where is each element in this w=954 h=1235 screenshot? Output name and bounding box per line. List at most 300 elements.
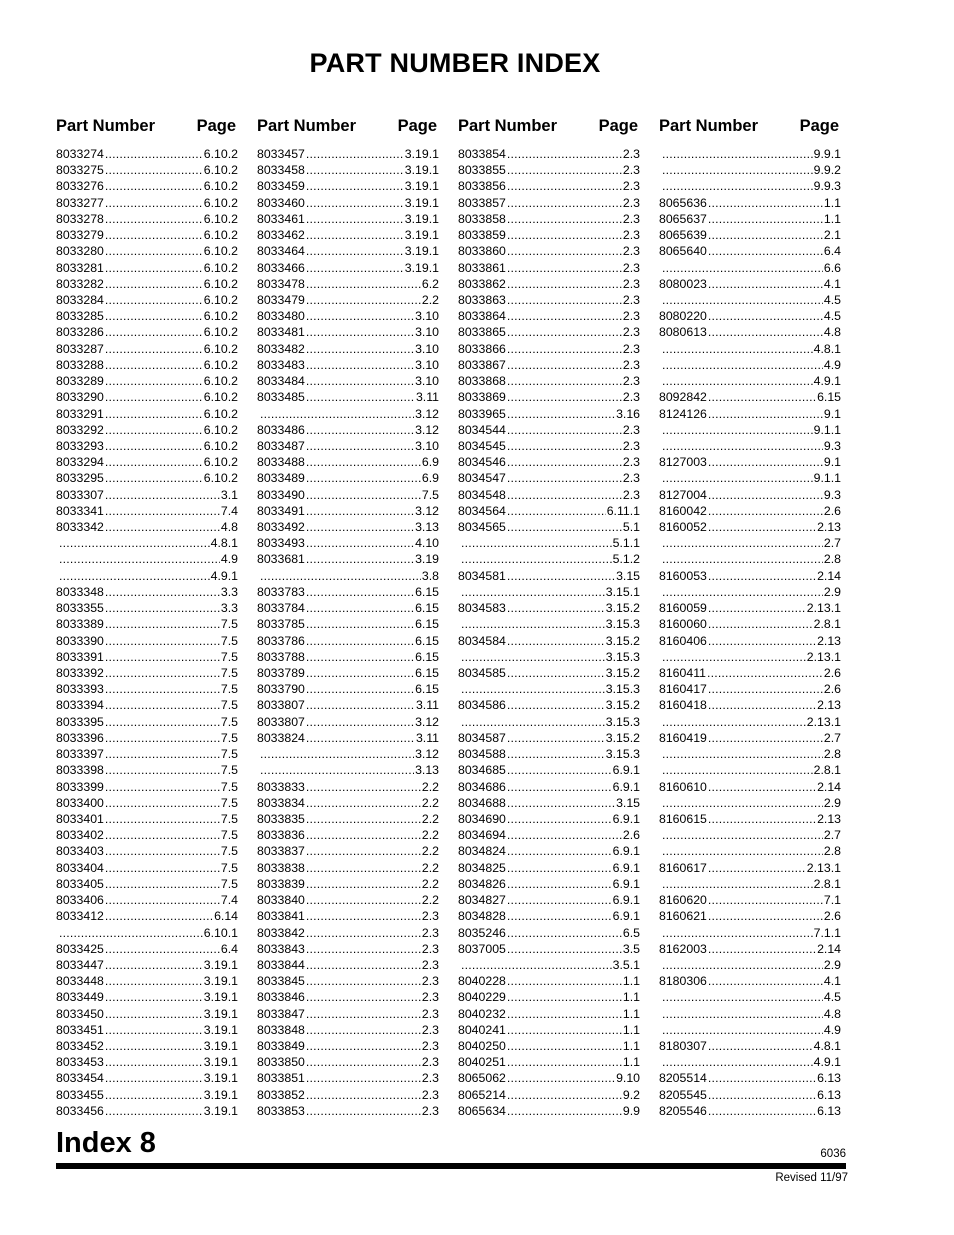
dot-leader [507, 1038, 622, 1054]
dot-leader [105, 957, 203, 973]
index-row [56, 195, 238, 211]
dot-leader [105, 827, 220, 843]
part-number: 8160620 [659, 893, 707, 908]
index-row [659, 746, 841, 762]
part-number: 8034584 [458, 633, 506, 648]
part-number: 8033834 [257, 795, 305, 810]
part-number: 8034688 [458, 795, 506, 810]
page-reference: 6.4 [220, 941, 238, 956]
page-reference: 6.15 [415, 584, 439, 599]
index-row [458, 195, 640, 211]
dot-leader [708, 406, 823, 422]
dot-leader [507, 195, 622, 211]
part-number: 8160053 [659, 568, 707, 583]
index-row [659, 551, 841, 567]
part-number: 8033491 [257, 503, 305, 518]
dot-leader [507, 730, 605, 746]
index-row [257, 292, 439, 308]
page-reference: 7.5 [220, 811, 238, 826]
page-reference: 2.2 [421, 893, 439, 908]
index-row [659, 470, 841, 486]
index-row [458, 146, 640, 162]
index-row [659, 308, 841, 324]
dot-leader [662, 357, 823, 373]
page-reference: 2.2 [421, 795, 439, 810]
dot-leader [507, 1103, 622, 1119]
page-reference: 2.8 [823, 747, 841, 762]
dot-leader [306, 1038, 421, 1054]
page-reference: 6.10.2 [203, 244, 238, 259]
part-number: 8033397 [56, 747, 104, 762]
index-row [458, 681, 640, 697]
index-row [659, 357, 841, 373]
page-reference: 9.1 [823, 455, 841, 470]
part-number: 8033489 [257, 471, 305, 486]
page-reference: 2.3 [421, 990, 439, 1005]
part-number: 8033790 [257, 682, 305, 697]
index-row [56, 941, 238, 957]
index-row [257, 1022, 439, 1038]
dot-leader [708, 211, 823, 227]
part-number: 8034587 [458, 730, 506, 745]
index-row [659, 260, 841, 276]
page-reference: 6.6 [823, 260, 841, 275]
page-reference: 3.10 [415, 357, 439, 372]
page-reference: 3.10 [415, 374, 439, 389]
index-row [659, 892, 841, 908]
page-reference: 7.5 [220, 763, 238, 778]
dot-leader [105, 730, 220, 746]
dot-leader [708, 779, 816, 795]
page-reference: 5.1.2 [612, 552, 640, 567]
part-number: 8040228 [458, 974, 506, 989]
index-row [659, 243, 841, 259]
dot-leader [507, 697, 605, 713]
page-reference: 4.8.1 [813, 341, 841, 356]
dot-leader [507, 973, 622, 989]
index-row [56, 324, 238, 340]
dot-leader [306, 243, 404, 259]
page-reference: 6.13 [817, 1087, 841, 1102]
page-reference: 2.2 [421, 876, 439, 891]
dot-leader [507, 422, 622, 438]
part-number: 8033859 [458, 228, 506, 243]
dot-leader [708, 697, 816, 713]
index-row [458, 503, 640, 519]
page-reference: 6.9.1 [612, 844, 640, 859]
part-number: 8033867 [458, 357, 506, 372]
page-reference: 3.15.3 [605, 649, 640, 664]
index-row [659, 487, 841, 503]
part-number: 8160610 [659, 779, 707, 794]
page-reference: 3.10 [415, 309, 439, 324]
page-reference: 6.9.1 [612, 779, 640, 794]
index-row [56, 989, 238, 1005]
page-reference: 2.13 [817, 633, 841, 648]
page-reference: 6.15 [415, 601, 439, 616]
part-number: 8033478 [257, 276, 305, 291]
index-row [257, 616, 439, 632]
index-row [56, 665, 238, 681]
index-row [257, 308, 439, 324]
dot-leader [507, 941, 622, 957]
page-reference: 2.3 [622, 228, 640, 243]
part-number: 8034690 [458, 811, 506, 826]
part-number: 8160615 [659, 811, 707, 826]
part-number: 8033461 [257, 211, 305, 226]
dot-leader [59, 551, 220, 567]
dot-leader [260, 762, 414, 778]
index-row [257, 1006, 439, 1022]
index-row [659, 146, 841, 162]
index-row [257, 681, 439, 697]
part-number: 8065639 [659, 228, 707, 243]
dot-leader [708, 908, 823, 924]
dot-leader [306, 925, 421, 941]
page-reference: 3.15.3 [605, 617, 640, 632]
index-row [56, 1054, 238, 1070]
page-reference: 2.9 [823, 957, 841, 972]
dot-leader [708, 1103, 816, 1119]
page-reference: 1.1 [622, 974, 640, 989]
part-number: 8205514 [659, 1071, 707, 1086]
page-reference: 9.9.3 [813, 179, 841, 194]
index-row [257, 422, 439, 438]
index-row [458, 292, 640, 308]
index-row [458, 1087, 640, 1103]
page-reference: 2.3 [622, 471, 640, 486]
page-reference: 6.9.1 [612, 811, 640, 826]
part-number: 8033490 [257, 487, 305, 502]
index-row [659, 730, 841, 746]
page-reference: 4.8 [823, 1006, 841, 1021]
part-number: 8033447 [56, 957, 104, 972]
index-row [659, 795, 841, 811]
index-row [659, 681, 841, 697]
dot-leader [105, 470, 203, 486]
page-reference: 7.5 [220, 828, 238, 843]
page-reference: 4.9.1 [813, 1055, 841, 1070]
index-row [659, 276, 841, 292]
dot-leader [507, 811, 612, 827]
index-row [458, 568, 640, 584]
index-row [458, 389, 640, 405]
dot-leader [105, 600, 220, 616]
part-number: 8160621 [659, 909, 707, 924]
page-reference: 3.12 [415, 503, 439, 518]
page-reference: 6.11.1 [606, 503, 640, 518]
dot-leader [306, 697, 415, 713]
dot-leader [708, 1087, 816, 1103]
dot-leader [306, 1070, 421, 1086]
page-reference: 6.9.1 [612, 876, 640, 891]
dot-leader [662, 746, 823, 762]
part-number: 8033355 [56, 601, 104, 616]
part-number: 8033462 [257, 228, 305, 243]
part-number: 8034828 [458, 909, 506, 924]
dot-leader [662, 438, 823, 454]
index-row [458, 227, 640, 243]
index-row [257, 454, 439, 470]
part-number: 8034694 [458, 828, 506, 843]
page-reference: 6.10.2 [203, 422, 238, 437]
index-row [56, 568, 238, 584]
dot-leader [507, 357, 622, 373]
page-reference: 2.13.1 [806, 714, 841, 729]
index-row [56, 1103, 238, 1119]
index-row [56, 487, 238, 503]
index-row [257, 276, 439, 292]
index-row [257, 827, 439, 843]
index-row [257, 487, 439, 503]
index-row [257, 811, 439, 827]
page-reference: 3.5 [622, 941, 640, 956]
part-number: 8033807 [257, 714, 305, 729]
dot-leader [708, 519, 816, 535]
dot-leader [306, 211, 404, 227]
page-reference: 3.19.1 [203, 1103, 238, 1118]
dot-leader [105, 438, 203, 454]
dot-leader [708, 892, 823, 908]
dot-leader [105, 908, 213, 924]
part-number: 8033841 [257, 909, 305, 924]
dot-leader [507, 503, 606, 519]
index-rows [56, 146, 238, 1119]
page-reference: 7.5 [220, 633, 238, 648]
part-number: 8033279 [56, 228, 104, 243]
dot-leader [105, 584, 220, 600]
page-reference: 6.9.1 [612, 860, 640, 875]
part-number: 8033493 [257, 536, 305, 551]
page-reference: 4.9.1 [813, 374, 841, 389]
part-number: 8065636 [659, 195, 707, 210]
part-number: 8033281 [56, 260, 104, 275]
part-number: 8033848 [257, 1022, 305, 1037]
dot-leader [306, 324, 414, 340]
part-number: 8033858 [458, 211, 506, 226]
dot-leader [507, 389, 622, 405]
dot-leader [507, 925, 622, 941]
index-row [56, 551, 238, 567]
index-row [458, 633, 640, 649]
index-row [659, 584, 841, 600]
index-row [56, 876, 238, 892]
dot-leader [662, 422, 813, 438]
part-number: 8033392 [56, 666, 104, 680]
dot-leader [105, 860, 220, 876]
index-row [458, 876, 640, 892]
dot-leader [105, 227, 203, 243]
dot-leader [708, 730, 823, 746]
dot-leader [507, 276, 622, 292]
dot-leader [105, 162, 203, 178]
index-row [257, 600, 439, 616]
page-reference: 3.3 [220, 584, 238, 599]
dot-leader [105, 341, 203, 357]
page-reference: 3.1 [220, 487, 238, 502]
index-row [458, 989, 640, 1005]
page-reference: 2.2 [421, 828, 439, 843]
dot-leader [105, 406, 203, 422]
part-number: 8160418 [659, 698, 707, 713]
dot-leader [707, 665, 823, 681]
part-number: 8160411 [659, 666, 706, 680]
dot-leader [708, 633, 816, 649]
dot-leader [105, 487, 220, 503]
index-row [659, 908, 841, 924]
index-row [659, 925, 841, 941]
part-number-header: Part Number [56, 117, 156, 135]
index-row [56, 406, 238, 422]
column-header [659, 116, 841, 146]
index-row [659, 876, 841, 892]
page-reference: 7.5 [220, 617, 238, 632]
index-row [458, 941, 640, 957]
part-number: 8033294 [56, 455, 104, 470]
dot-leader [507, 779, 612, 795]
index-row [257, 406, 439, 422]
dot-leader [105, 243, 203, 259]
index-row [659, 195, 841, 211]
index-row [257, 941, 439, 957]
page-reference: 2.3 [622, 244, 640, 259]
dot-leader [507, 341, 622, 357]
dot-leader [708, 973, 823, 989]
dot-leader [105, 665, 220, 681]
part-number: 8033856 [458, 179, 506, 194]
part-number: 8033394 [56, 698, 104, 713]
page-reference: 3.3 [220, 601, 238, 616]
page-reference: 6.4 [823, 244, 841, 259]
dot-leader [105, 1087, 203, 1103]
dot-leader [507, 146, 622, 162]
page-reference: 6.9 [421, 455, 439, 470]
page-reference: 4.8.1 [210, 536, 238, 551]
index-row [659, 341, 841, 357]
part-number: 8033290 [56, 390, 104, 405]
part-number: 8033857 [458, 195, 506, 210]
part-number: 8033854 [458, 147, 506, 161]
index-row [458, 454, 640, 470]
dot-leader [708, 941, 816, 957]
dot-leader [306, 178, 404, 194]
index-row [458, 811, 640, 827]
index-row [56, 811, 238, 827]
index-row [659, 665, 841, 681]
page-reference: 6.9.1 [612, 893, 640, 908]
page-reference: 4.8 [220, 520, 238, 535]
index-row [56, 260, 238, 276]
dot-leader [507, 324, 622, 340]
dot-leader [708, 389, 816, 405]
part-number: 8040250 [458, 1039, 506, 1054]
index-row [458, 957, 640, 973]
page-header: Page [397, 117, 437, 135]
part-number: 8127003 [659, 455, 707, 470]
page-reference: 3.16 [616, 406, 640, 421]
dot-leader [708, 811, 816, 827]
page-reference: 2.7 [823, 730, 841, 745]
part-number: 8033488 [257, 455, 305, 470]
index-column-3 [458, 116, 640, 1119]
page-reference: 6.10.2 [203, 260, 238, 275]
part-number: 8033849 [257, 1039, 305, 1054]
page-reference: 5.1.1 [612, 536, 640, 551]
index-row [56, 438, 238, 454]
part-number: 8033390 [56, 633, 104, 648]
page-reference: 6.10.2 [203, 357, 238, 372]
page-reference: 2.3 [622, 195, 640, 210]
part-number: 8160617 [659, 860, 707, 875]
dot-leader [260, 746, 414, 762]
index-row [56, 600, 238, 616]
index-row [659, 211, 841, 227]
index-row [458, 519, 640, 535]
index-row [458, 730, 640, 746]
page-reference: 3.19.1 [203, 1087, 238, 1102]
dot-leader [507, 292, 622, 308]
part-number: 8033396 [56, 730, 104, 745]
index-row [458, 860, 640, 876]
part-number: 8033393 [56, 682, 104, 697]
dot-leader [105, 357, 203, 373]
index-row [659, 649, 841, 665]
index-row [56, 422, 238, 438]
page-reference: 4.5 [823, 292, 841, 307]
index-row [458, 908, 640, 924]
page-reference: 6.10.2 [203, 147, 238, 161]
index-row [56, 584, 238, 600]
dot-leader [105, 762, 220, 778]
page-reference: 2.3 [421, 957, 439, 972]
index-row [458, 1038, 640, 1054]
part-number: 8033275 [56, 163, 104, 178]
dot-leader [708, 243, 823, 259]
part-number: 8034685 [458, 763, 506, 778]
part-number: 8033342 [56, 520, 104, 535]
dot-leader [507, 827, 622, 843]
index-row [659, 600, 841, 616]
dot-leader [507, 308, 622, 324]
part-number: 8033836 [257, 828, 305, 843]
dot-leader [708, 503, 823, 519]
page-reference: 2.3 [622, 325, 640, 340]
page-reference: 6.10.2 [203, 455, 238, 470]
page-reference: 7.1 [823, 893, 841, 908]
part-number-header: Part Number [458, 117, 558, 135]
part-number: 8033399 [56, 779, 104, 794]
dot-leader [461, 616, 605, 632]
index-row [257, 373, 439, 389]
part-number: 8033861 [458, 260, 506, 275]
index-row [659, 714, 841, 730]
page-reference: 7.5 [220, 730, 238, 745]
part-number: 8065640 [659, 244, 707, 259]
dot-leader [507, 1054, 622, 1070]
part-number: 8180307 [659, 1039, 707, 1054]
page-reference: 7.5 [421, 487, 439, 502]
index-row [56, 730, 238, 746]
dot-leader [105, 1022, 203, 1038]
dot-leader [105, 795, 220, 811]
dot-leader [662, 341, 813, 357]
index-row [659, 843, 841, 859]
part-number: 8034686 [458, 779, 506, 794]
index-row [659, 1006, 841, 1022]
index-row [458, 762, 640, 778]
page-reference: 6.15 [415, 617, 439, 632]
part-number: 8033307 [56, 487, 104, 502]
